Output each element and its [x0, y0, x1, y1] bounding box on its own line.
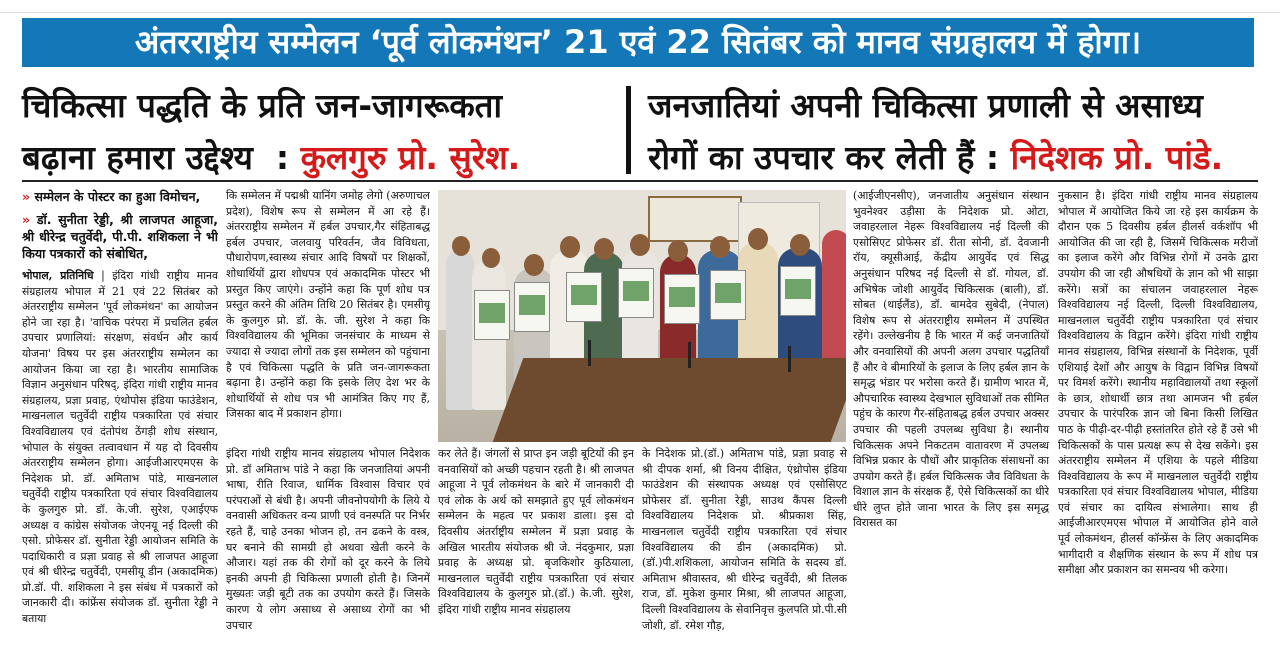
headline-left-black: बढ़ाना हमारा उद्देश्य: [22, 138, 253, 177]
article-column-5: [853, 188, 1049, 658]
top-cutoff-strip: [0, 0, 1280, 13]
article-column-6: [1058, 188, 1258, 658]
banner-headline: अंतरराष्ट्रीय सम्मेलन ‘पूर्व लोकमंथन’ 21 एवं 22 सितंबर को मानव संग्रहालय में होगा।: [22, 18, 1254, 67]
article-column-3: [438, 446, 634, 658]
headline-left-line1: चिकित्सा पद्धति के प्रति जन-जागरूकता: [22, 86, 503, 125]
article-column-1: [22, 188, 218, 658]
headline-right-line2: रोगों का उपचार कर लेती हैं : निदेशक प्रो. पांडे.: [648, 138, 1224, 177]
headline-rule: [22, 180, 1258, 182]
headline-left: [22, 80, 612, 184]
headline-right-black: रोगों का उपचार कर लेती हैं: [648, 138, 975, 177]
article-column-4: [642, 446, 847, 658]
headline-separator: [626, 86, 631, 174]
column-2-lower-text: इंदिरा गांधी राष्ट्रीय मानव संग्रहालय भोपाल निदेशक प्रो. डॉ अमिताभ पांडे ने कहा कि जनजातियां अपनी भाषा, रीति रिवाज, धार्मिक विश्वास विचार एवं परंपराओं से बंधी है। अपनी जीवनोपयोगी के लिये ये वनवासी अधिकतर वन्य प्राणी एवं वनस्पति पर निर्भर रहते हैं, चाहे उनका भोजन हो, तन ढकने के वस्त्र, घर बनाने की सामग्री हो अथवा खेती करने के औजार। यहां तक की रोगों को दूर करने के लिये इनकी अपनी ही चिकित्सा प्रणाली होती है। जिनमें मुख्यतः जड़ी बूटी तक का उपयोग करते हैं। जिसके कारण ये लोग असाध्य से असाध्य रोगों का भी उपचार: [226, 447, 430, 632]
column-5-text: (आईजीएनसीए), जनजातीय अनुसंधान संस्थान भुवनेश्वर उड़ीसा के निदेशक प्रो. ओटा, जवाहरलाल नेहरू विश्वविद्यालय नई दिल्ली की एसोसिएट प्रोफेसर डॉ. रीता सोनी, डॉ. देवजानी रॉय, क्यूसीआई, केंद्रीय आयुर्वेद एवं सिद्ध अनुसंधान परिषद नई दिल्ली से डॉ. गोयल, डॉ. अभिषेक जोशी आयुर्वेद चिकित्सक (बाली), डॉ. सोबत (थाईलैंड), डॉ. बामदेव सुबेदी, (नेपाल) विशेष रूप से अंतरराष्ट्रीय सम्मेलन में उपस्थित रहेंगे। उल्लेखनीय है कि भारत में कई जनजातियों और वनवासियों की अपनी अलग उपचार पद्धतियाँ हैं और वे बीमारियों के इलाज के लिए हर्बल ज्ञान के समृद्ध भंडार पर भरोसा करते हैं। ग्रामीण भारत में, औपचारिक स्वास्थ्य देखभाल सुविधाओं तक सीमित पहुंच के कारण गैर-संहिताबद्ध हर्बल उपचार अक्सर उपचार की पहली उपलब्ध सुविधा है। स्थानीय चिकित्सक अपने निकटतम वातावरण में उपलब्ध विभिन्न प्रकार के पौधों और प्राकृतिक संसाधनों का उपयोग करते हैं। हर्बल चिकित्सक जैव विविधता के विशाल ज्ञान के संरक्षक हैं, ऐसे चिकित्सकों का धीरे धीरे लुप्त होते जाना भारत के लिए इस समृद्ध विरासत का: [853, 189, 1049, 530]
article-column-2-lower: [226, 446, 430, 658]
column-3-text: कर लेते हैं। जंगलों से प्राप्त इन जड़ी बूटियों की इन वनवासियों को अच्छी पहचान रहती है। श्री लाजपत आहूजा ने पूर्व लोकमंथन के बारे में जानकारी दी एवं लोक के अर्थ को समझाते हुए पूर्व लोकमंथन सम्मेलन के महत्व पर प्रकाश डाला। इस दो दिवसीय अंतर्राष्ट्रीय सम्मेलन में प्रज्ञा प्रवाह के अखिल भारतीय संयोजक श्री जे. नंदकुमार, प्रज्ञा प्रवाह के अध्यक्ष प्रो. बृजकिशोर कुठियाला, माखनलाल चतुर्वेदी राष्ट्रीय पत्रकारिता एवं संचार विश्वविद्यालय के कुलगुरु प्रो.(डॉ.) के.जी. सुरेश, इंदिरा गांधी राष्ट्रीय मानव संग्रहालय: [438, 447, 634, 616]
bullet-1: » सम्मेलन के पोस्टर का हुआ विमोचन,: [22, 189, 201, 204]
headline-right: [648, 80, 1258, 184]
dateline: भोपाल, प्रतिनिधि: [22, 269, 94, 282]
headline-right-line1: जनजातियां अपनी चिकित्सा प्रणाली से असाध्य: [648, 86, 1203, 125]
headline-left-line2: बढ़ाना हमारा उद्देश्य : कुलगुरु प्रो. सुरेश.: [22, 138, 521, 177]
press-conference-photo: [438, 190, 846, 442]
headline-right-red: निदेशक प्रो. पांडे.: [1010, 138, 1224, 177]
column-4-text: के निदेशक प्रो.(डॉ.) अमिताभ पांडे, प्रज्ञा प्रवाह से श्री दीपक शर्मा, श्री विनय दीक्षित, एंथ्रोपोस इंडिया फाउंडेशन की संस्थापक अध्यक्ष एवं एसोसिएट प्रोफेसर डॉ. सुनीता रेड्डी, साउथ कैंपस दिल्ली विश्वविद्यालय निदेशक प्रो. श्रीप्रकाश सिंह, माखनलाल चतुर्वेदी राष्ट्रीय पत्रकारिता एवं संचार विश्वविद्यालय की डीन (अकादमिक) प्रो. (डॉ.)पी.शशिकला, आयोजन समिति के सदस्य डॉ. अमिताभ श्रीवास्तव, श्री धीरेन्द्र चतुर्वेदी, श्री तिलक राज, डॉ. मुकेश कुमार मिश्रा, श्री लाजपत आहूजा, दिल्ली विश्वविद्यालय के सेवानिवृत्त कुलपति प्रो.पी.सी जोशी, डॉ. रमेश गौड़,: [642, 447, 847, 632]
bullet-2-text: डॉ. सुनीता रेड्डी, श्री लाजपत आहूजा, श्री धीरेन्द्र चतुर्वेदी, पी.पी. शशिकला ने भी किया पत्रकारों को संबोधित,: [22, 212, 218, 261]
column-6-text: नुकसान है। इंदिरा गांधी राष्ट्रीय मानव संग्रहालय भोपाल में आयोजित किये जा रहे इस कार्यक्रम के दौरान एक 5 दिवसीय हर्बल हीलर्स वर्कशॉप भी आयोजित की जा रही है, जिसमें चिकित्सक मरीजों का इलाज करेंगे और विभिन्न रोगों में उनके द्वारा उपयोग की जा रही औषधियों के ज्ञान को भी साझा करेंगे। सत्रों का संचालन जवाहरलाल नेहरू विश्वविद्यालय नई दिल्ली, दिल्ली विश्वविद्यालय, माखनलाल चतुर्वेदी राष्ट्रीय पत्रकारिता एवं संचार विश्वविद्यालय के विद्वान करेंगे। इंदिरा गांधी राष्ट्रीय मानव संग्रहालय, विभिन्न संस्थानों के निदेशक, पूर्वी एशियाई देशों और आयुष के विद्वान विभिन्न विषयों पर विमर्श करेंगे। स्थानीय महाविद्यालयों तथा स्कूलों के छात्र, शोधार्थी छात्र तथा आमजन भी हर्बल उपचार के पारंपरिक ज्ञान जो बिना किसी लिखित पाठ के पीढ़ी-दर-पीढ़ी हस्तांतरित होते रहे हैं उसे भी चिकित्सकों के पास प्रत्यक्ष रूप से देख सकेंगे। इस अंतरराष्ट्रीय सम्मेलन में एशिया के पहले मीडिया विश्वविद्यालय के रूप में माखनलाल चतुर्वेदी राष्ट्रीय पत्रकारिता एवं संचार विश्वविद्यालय भोपाल, मीडिया एवं संचार का दायित्व संभालेगा। साथ ही आईजीआरएमएस भोपाल में आयोजित होने वाले पूर्व लोकमंथन, हीलर्स कॉन्फ्रेंस के लिए अकादमिक भागीदारी व शैक्षणिक संस्थान के रूप में शोध पत्र समीक्षा और प्रकाशन का समन्वय भी करेगा।: [1058, 189, 1258, 577]
column-2-text: कि सम्मेलन में पद्मश्री यानिंग जमोह लेगो (अरुणाचल प्रदेश), विशेष रूप से सम्मेलन में आ रहे हैं। अंतरराष्ट्रीय सम्मेलन में हर्बल उपचार,गैर संहिताबद्ध हर्बल उपचार, जलवायु परिवर्तन, जैव विविधता, पौधारोपण,स्वास्थ्य संचार आदि विषयों पर शिक्षकों, शोधार्थियों द्वारा शोधपत्र एवं अकादमिक पोस्टर भी प्रस्तुत किए जाएंगे। उन्होंने कहा कि पूर्ण शोध पत्र प्रस्तुत करने की अंतिम तिथि 20 सितंबर है। एमसीयू के कुलगुरु प्रो. डॉ. के. जी. सुरेश ने कहा कि विश्वविद्यालय की भूमिका जनसंचार के माध्यम से ज्यादा से ज्यादा लोगों तक इस सम्मेलन को पहुंचाना है एवं चिकित्सा पद्धति के प्रति जन-जागरूकता बढ़ाना है। उन्होंने कहा कि इसके लिए देश भर के शोधार्थियों से शोध पत्र भी आमंत्रित किए गए हैं, जिसका बाद में प्रकाशन होगा।: [226, 189, 430, 421]
article-column-2: [226, 188, 430, 458]
column-1-paragraph: भोपाल, प्रतिनिधि | इंदिरा गांधी राष्ट्रीय मानव संग्रहालय भोपाल में 21 एवं 22 सितंबर को अंतरराष्ट्रीय सम्मेलन 'पूर्व लोकमंथन' का आयोजन होने जा रहा है। 'वाचिक परंपरा में प्रचलित हर्बल उपचार प्रणालियां: संरक्षण, संवर्धन और कार्य योजना' विषय पर इस अंतरराष्ट्रीय सम्मेलन का आयोजन किया जा रहा है। भारतीय सामाजिक विज्ञान अनुसंधान परिषद्, इंदिरा गांधी राष्ट्रीय मानव संग्रहालय, प्रज्ञा प्रवाह, एंथोपोस इंडिया फाउंडेशन, माखनलाल चतुर्वेदी राष्ट्रीय पत्रकारिता एवं संचार विश्वविद्यालय एवं दंतोपंथ ठेंगड़ी शोध संस्थान, भोपाल के संयुक्त तत्वावधान में यह दो दिवसीय अंतरराष्ट्रीय सम्मेलन होगा। आईजीआरएमएस के निदेशक प्रो. डॉ. अमिताभ पांडे, माखनलाल चतुर्वेदी राष्ट्रीय पत्रकारिता एवं संचार विश्वविद्यालय के कुलगुरु प्रो. डॉ. के.जी. सुरेश, एआईएफ अध्यक्ष व कांग्रेस संयोजक जेएनयू नई दिल्ली की एसो. प्रोफेसर डॉ. सुनीता रेड्डी आयोजन समिति के पदाधिकारी व प्रज्ञा प्रवाह से श्री लाजपत आहूजा एवं श्री धीरेन्द्र चतुर्वेदी, एमसीयू डीन (अकादमिक) प्रो.डॉ. पी. शशिकला ने इस संबंध में पत्रकारों को जानकारी दी। कांफ्रेंस संयोजक डॉ. सुनीता रेड्डी ने बताया: [22, 269, 218, 626]
bullet-2: » डॉ. सुनीता रेड्डी, श्री लाजपत आहूजा, श्री धीरेन्द्र चतुर्वेदी, पी.पी. शशिकला ने भी किया पत्रकारों को संबोधित,: [22, 212, 218, 261]
column-1-text: इंदिरा गांधी राष्ट्रीय मानव संग्रहालय भोपाल में 21 एवं 22 सितंबर को अंतरराष्ट्रीय सम्मेलन 'पूर्व लोकमंथन' का आयोजन होने जा रहा है। 'वाचिक परंपरा में प्रचलित हर्बल उपचार प्रणालियां: संरक्षण, संवर्धन और कार्य योजना' विषय पर इस अंतरराष्ट्रीय सम्मेलन का आयोजन किया जा रहा है। भारतीय सामाजिक विज्ञान अनुसंधान परिषद्, इंदिरा गांधी राष्ट्रीय मानव संग्रहालय, प्रज्ञा प्रवाह, एंथोपोस इंडिया फाउंडेशन, माखनलाल चतुर्वेदी राष्ट्रीय पत्रकारिता एवं संचार विश्वविद्यालय एवं दंतोपंथ ठेंगड़ी शोध संस्थान, भोपाल के संयुक्त तत्वावधान में यह दो दिवसीय अंतरराष्ट्रीय सम्मेलन होगा। आईजीआरएमएस के निदेशक प्रो. डॉ. अमिताभ पांडे, माखनलाल चतुर्वेदी राष्ट्रीय पत्रकारिता एवं संचार विश्वविद्यालय के कुलगुरु प्रो. डॉ. के.जी. सुरेश, एआईएफ अध्यक्ष व कांग्रेस संयोजक जेएनयू नई दिल्ली की एसो. प्रोफेसर डॉ. सुनीता रेड्डी आयोजन समिति के पदाधिकारी व प्रज्ञा प्रवाह से श्री लाजपत आहूजा एवं श्री धीरेन्द्र चतुर्वेदी, एमसीयू डीन (अकादमिक) प्रो.डॉ. पी. शशिकला ने इस संबंध में पत्रकारों को जानकारी दी। कांफ्रेंस संयोजक डॉ. सुनीता रेड्डी ने बताया: [22, 269, 218, 626]
headline-left-red: कुलगुरु प्रो. सुरेश.: [300, 138, 521, 177]
bullet-1-text: सम्मेलन के पोस्टर का हुआ विमोचन,: [34, 189, 201, 204]
